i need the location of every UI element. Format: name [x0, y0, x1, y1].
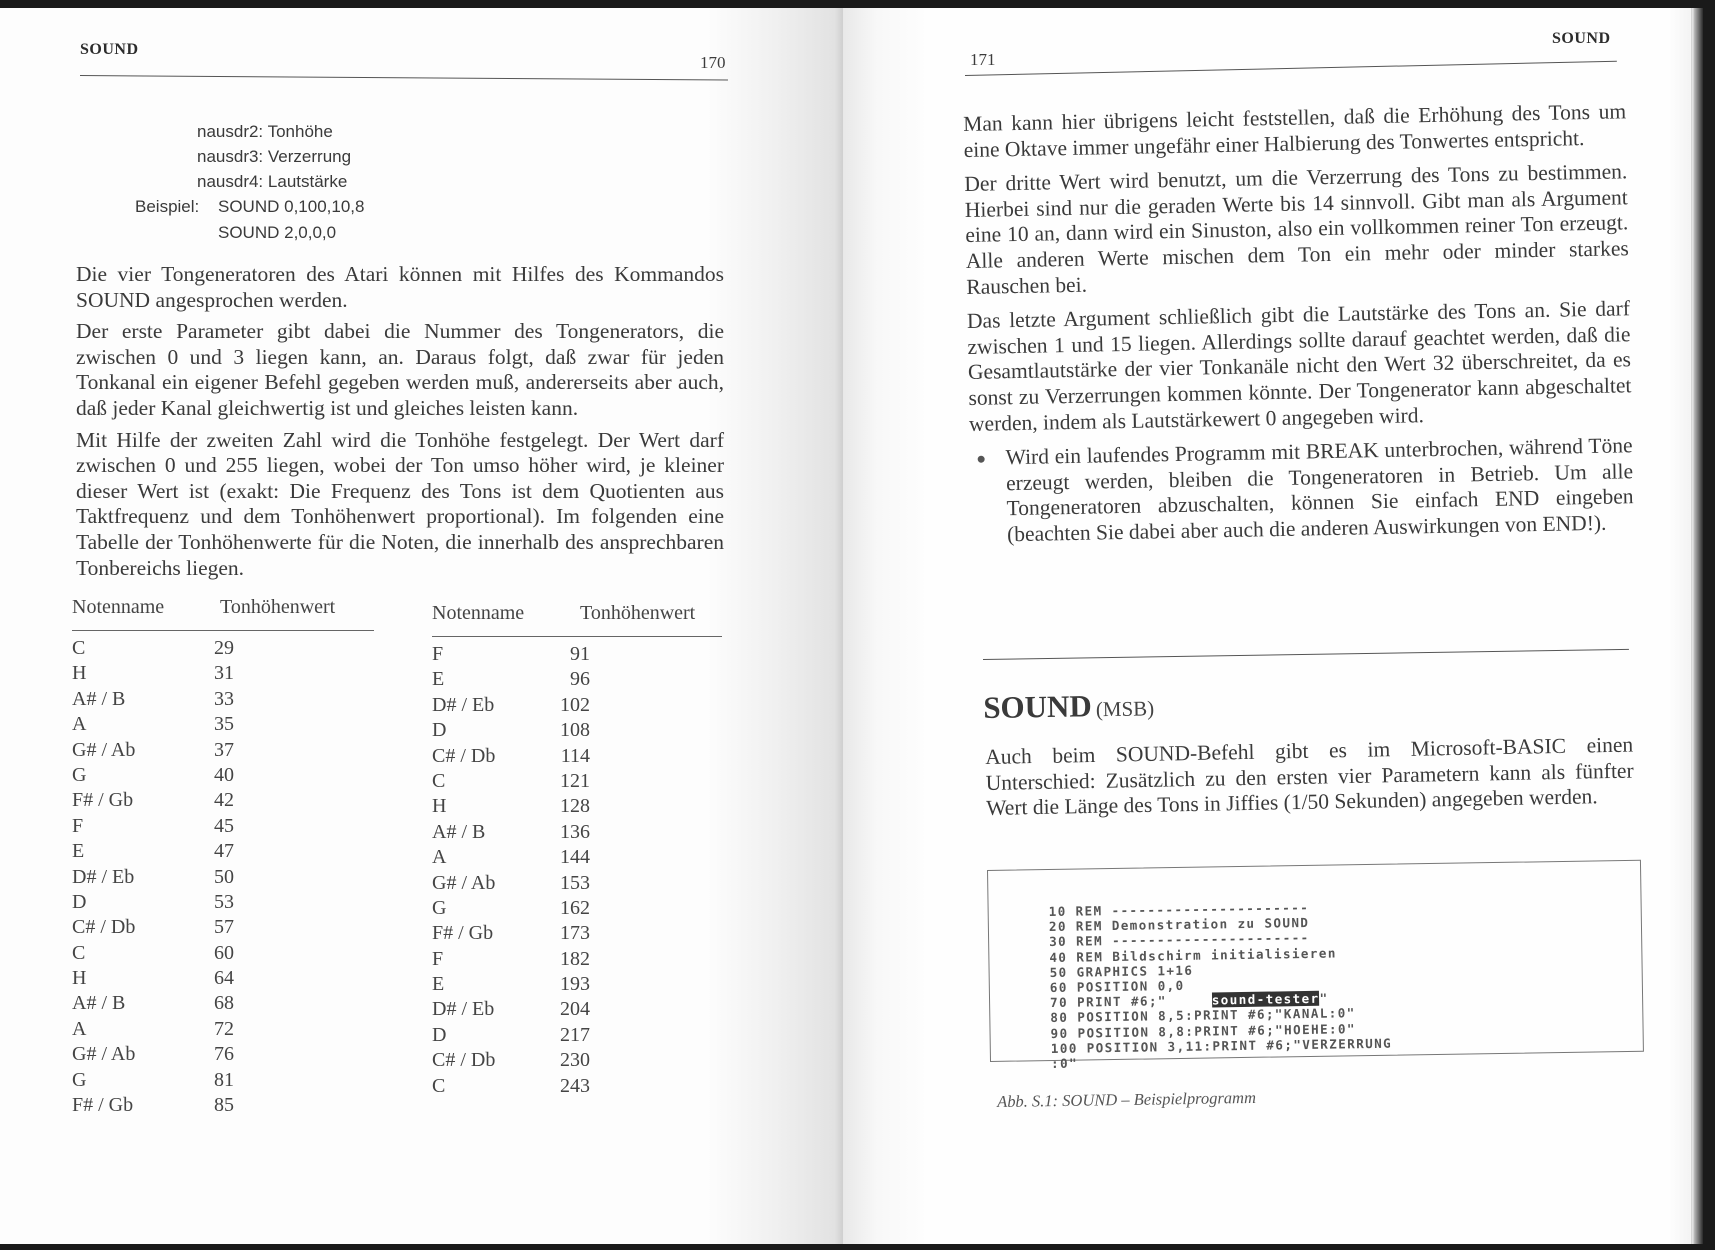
- code-listing-box: [987, 860, 1644, 1072]
- note-name: F: [432, 643, 444, 665]
- table-row: [72, 992, 374, 1017]
- table-header: [432, 602, 722, 630]
- table-row: [72, 866, 374, 891]
- pitch-value: 72: [214, 1017, 234, 1040]
- pitch-value: 45: [214, 814, 234, 837]
- table-row: [72, 815, 374, 840]
- page-edge: [1691, 8, 1703, 1244]
- pitch-table-right: [432, 602, 722, 1100]
- basic-listing: [1049, 899, 1393, 1072]
- pitch-value: 57: [214, 916, 234, 939]
- left-page-number: 170: [700, 53, 726, 72]
- pitch-value: 153: [560, 871, 590, 894]
- pitch-value: 128: [560, 795, 590, 818]
- table-row: [72, 662, 374, 687]
- pitch-value: 102: [560, 693, 590, 716]
- table-row: [72, 637, 374, 662]
- code-text: 50 GRAPHICS 1+16: [1049, 962, 1194, 980]
- table-row: [432, 846, 722, 871]
- table-row: [72, 1069, 374, 1094]
- table-body: [72, 637, 374, 1119]
- param-value: Lautstärke: [267, 172, 348, 191]
- paragraph: Man kann hier übrigens leicht feststellen, daß die Erhöhung des Tons um eine Oktave immer ungefähr einer Halbierung des Tonwertes entspricht.: [963, 99, 1627, 162]
- pitch-value: 81: [214, 1068, 234, 1091]
- pitch-value: 40: [214, 763, 234, 786]
- note-name: D: [72, 890, 87, 913]
- table-row: [72, 840, 374, 865]
- pitch-value: 193: [560, 973, 590, 996]
- example-line: SOUND 2,0,0,0: [218, 223, 337, 242]
- code-text: 70 PRINT #6;": [1049, 992, 1212, 1011]
- paragraph: Der erste Parameter gibt dabei die Nummer des Tongenerators, die zwischen 0 und 3 liegen kann, an. Daraus folgt, daß zwar für jeden Tonkanal ein eigener Befehl gegeben werden muß, andererseits aber auch, daß jeder Kanal gleichwertig ist und gleiches leisten kann.: [76, 319, 724, 420]
- table-row: [432, 719, 722, 744]
- note-name: A: [72, 713, 87, 736]
- table-row: [72, 789, 374, 814]
- table-row: [72, 1043, 374, 1068]
- param-line: [197, 122, 333, 142]
- note-name: C: [432, 769, 446, 792]
- pitch-value: 47: [214, 840, 234, 863]
- note-name: D# / Eb: [432, 693, 495, 716]
- note-name: H: [72, 967, 87, 990]
- note-name: H: [432, 795, 447, 818]
- table-body: [432, 643, 722, 1100]
- param-value: Verzerrung: [267, 147, 352, 166]
- table-row: [432, 745, 722, 770]
- table-header-rule: [432, 636, 722, 637]
- note-name: F# / Gb: [432, 922, 494, 945]
- param-line: [197, 172, 347, 192]
- table-row: [72, 942, 374, 967]
- table-row: [432, 821, 722, 846]
- note-name: A# / B: [72, 992, 126, 1015]
- pitch-value: 114: [560, 744, 590, 767]
- pitch-value: 76: [214, 1043, 234, 1066]
- right-running-head: SOUND: [1552, 30, 1611, 47]
- table-row: [432, 897, 722, 922]
- note-name: C# / Db: [432, 1049, 496, 1072]
- table-row: [432, 1024, 722, 1049]
- section-title: SOUND: [983, 688, 1093, 725]
- code-text: 10 REM ----------------------: [1048, 899, 1310, 920]
- table-row: [432, 922, 722, 947]
- code-text: 100 POSITION 3,11:PRINT #6;"VERZERRUNG: [1050, 1035, 1393, 1056]
- header-notenname: Notenname: [432, 602, 525, 624]
- param-line: [197, 147, 351, 167]
- pitch-value: 85: [214, 1094, 234, 1117]
- table-row: [432, 668, 722, 693]
- pitch-value: 37: [214, 738, 234, 761]
- pitch-value: 31: [214, 662, 234, 685]
- table-row: [72, 713, 374, 738]
- note-name: F: [432, 947, 444, 970]
- pitch-value: 29: [214, 637, 234, 659]
- note-name: G: [432, 896, 447, 919]
- pitch-value: 173: [560, 922, 590, 945]
- param-value: Tonhöhe: [267, 122, 333, 141]
- table-row: [432, 694, 722, 719]
- header-notenname: Notenname: [72, 596, 165, 618]
- param-label: nausdr2:: [197, 122, 264, 141]
- note-name: G: [72, 763, 87, 786]
- note-name: D# / Eb: [72, 865, 135, 888]
- note-name: C: [72, 637, 86, 659]
- note-name: F# / Gb: [72, 1094, 134, 1117]
- left-page: [0, 8, 843, 1244]
- note-name: D: [432, 1023, 447, 1046]
- table-row: [72, 916, 374, 941]
- pitch-value: 204: [560, 998, 590, 1021]
- paragraph: Das letzte Argument schließlich gibt die Lautstärke des Tons an. Sie darf zwischen 1 und 15 liegen. Allerdings sollte darauf geachtet werden, daß die Gesamtlautstärke der vier Tonkanäle nicht den Wert 32 überschreitet, da es sonst zu Verzerrungen kommen könnte. Der Tongenerator kann abgeschaltet werden, indem als Lautstärkewert 0 angegeben wird.: [966, 296, 1632, 436]
- note-bullet: [969, 433, 1634, 548]
- inverse-video-text: sound-tester: [1211, 991, 1320, 1008]
- header-tonhoehenwert: Tonhöhenwert: [220, 596, 336, 618]
- pitch-value: 243: [560, 1074, 590, 1097]
- table-row: [72, 739, 374, 764]
- pitch-value: 42: [214, 789, 234, 812]
- note-name: D# / Eb: [432, 998, 495, 1021]
- note-name: G# / Ab: [432, 871, 496, 894]
- note-name: G: [72, 1068, 87, 1091]
- note-name: C# / Db: [72, 916, 136, 939]
- code-text: 80 POSITION 8,5:PRINT #6;"KANAL:0": [1050, 1005, 1356, 1026]
- code-text: 60 POSITION 0,0: [1049, 977, 1185, 996]
- table-row: [72, 1018, 374, 1043]
- right-body-text: [963, 99, 1634, 548]
- note-name: E: [72, 840, 85, 863]
- code-text: 90 POSITION 8,8:PRINT #6;"HOEHE:0": [1050, 1020, 1357, 1041]
- table-row: [432, 770, 722, 795]
- note-name: D: [432, 719, 447, 742]
- pitch-value: 136: [560, 820, 590, 843]
- pitch-value: 33: [214, 687, 234, 710]
- table-row: [72, 967, 374, 992]
- param-label: nausdr3:: [197, 147, 264, 166]
- header-tonhoehenwert: Tonhöhenwert: [580, 602, 696, 624]
- note-name: E: [432, 668, 445, 691]
- example-label: Beispiel:: [135, 197, 200, 216]
- table-row: [432, 795, 722, 820]
- code-text: ": [1319, 990, 1329, 1007]
- pitch-value: 121: [560, 769, 590, 792]
- note-name: G# / Ab: [72, 1043, 136, 1066]
- right-page-number: 171: [970, 50, 996, 69]
- note-name: H: [72, 662, 87, 685]
- code-text: 40 REM Bildschirm initialisieren: [1049, 945, 1337, 965]
- table-header: [72, 596, 374, 624]
- table-row: [72, 1094, 374, 1119]
- msb-paragraph-block: [985, 733, 1635, 831]
- table-row: [432, 1075, 722, 1100]
- paragraph: Auch beim SOUND-Befehl gibt es im Microsoft-BASIC einen Unterschied: Zusätzlich zu den ersten vier Parametern kann als fünfter Wert die Länge des Tons in Jiffies (1/50 Sekunden) angegeben werden.: [985, 732, 1634, 821]
- pitch-value: 60: [214, 941, 234, 964]
- section-subtitle: (MSB): [1095, 696, 1155, 722]
- left-header-rule: [80, 75, 728, 81]
- pitch-value: 182: [560, 947, 590, 970]
- note-name: C: [432, 1074, 446, 1097]
- figure-caption: Abb. S.1: SOUND – Beispielprogramm: [997, 1087, 1257, 1111]
- paragraph: Der dritte Wert wird benutzt, um die Verzerrung des Tons zu bestimmen. Hierbei sind nur die geraden Werte bis 14 sinnvoll. Gibt man als Argument eine 10 an, dann wird ein Sinuston, also ein vollkommen reiner Ton erzeugt. Alle anderen Werte mischen dem Ton ein mehr oder minder starkes Rauschen bei.: [964, 159, 1629, 299]
- pitch-value: 68: [214, 992, 234, 1015]
- pitch-table-left: [72, 596, 374, 1119]
- note-name: A# / B: [432, 820, 486, 843]
- left-running-head: SOUND: [80, 41, 139, 58]
- paragraph: Mit Hilfe der zweiten Zahl wird die Tonhöhe festgelegt. Der Wert darf zwischen 0 und 255 liegen, wobei der Ton umso höher wird, je kleiner dieser Wert ist (exakt: Die Frequenz des Tons ist dem Quotienten aus Taktfrequenz und dem Tonhöhenwert proportional). Im folgenden eine Tabelle der Tonhöhenwerte für die Noten, die innerhalb des ansprechbaren Tonbereichs liegen.: [76, 427, 724, 580]
- note-name: C: [72, 941, 86, 964]
- pitch-value: 91: [570, 643, 590, 665]
- example-line: SOUND 0,100,10,8: [218, 197, 365, 216]
- pitch-value: 64: [214, 967, 234, 990]
- left-body-text: [76, 262, 724, 587]
- note-name: E: [432, 973, 445, 996]
- bullet-text: Wird ein laufendes Programm mit BREAK unterbrochen, während Töne erzeugt werden, bleiben die Tongeneratoren in Betrieb. Um alle Tongeneratoren abzuschalten, können Sie einfach END eingeben (beachten Sie dabei aber auch die anderen Auswirkungen von END!).: [1005, 433, 1634, 547]
- note-name: C# / Db: [432, 744, 496, 767]
- pitch-value: 144: [560, 846, 590, 869]
- note-name: F: [72, 814, 84, 837]
- pitch-value: 217: [560, 1023, 590, 1046]
- param-label: nausdr4:: [197, 172, 264, 191]
- table-header-rule: [72, 630, 374, 631]
- code-text: 20 REM Demonstration zu SOUND: [1048, 915, 1310, 935]
- bullet-icon: [978, 456, 985, 463]
- note-name: A: [72, 1017, 87, 1040]
- table-row: [432, 1049, 722, 1074]
- note-name: A# / B: [72, 687, 126, 710]
- code-text: 30 REM ----------------------: [1049, 930, 1310, 950]
- note-name: G# / Ab: [72, 738, 136, 761]
- table-row: [432, 643, 722, 668]
- table-row: [72, 891, 374, 916]
- table-row: [432, 973, 722, 998]
- pitch-value: 230: [560, 1049, 590, 1072]
- table-row: [432, 872, 722, 897]
- table-row: [432, 998, 722, 1023]
- table-row: [72, 688, 374, 713]
- table-row: [72, 764, 374, 789]
- table-row: [432, 948, 722, 973]
- pitch-value: 50: [214, 865, 234, 888]
- pitch-value: 96: [570, 668, 590, 691]
- paragraph: Die vier Tongeneratoren des Atari können mit Hilfes des Kommandos SOUND angesprochen werden.: [76, 262, 724, 312]
- note-name: A: [432, 846, 447, 869]
- pitch-value: 53: [214, 890, 234, 913]
- section-heading: [983, 687, 1154, 726]
- note-name: F# / Gb: [72, 789, 134, 812]
- pitch-value: 108: [560, 719, 590, 742]
- code-text: :0": [1050, 1055, 1079, 1072]
- pitch-value: 35: [214, 713, 234, 736]
- pitch-value: 162: [560, 896, 590, 919]
